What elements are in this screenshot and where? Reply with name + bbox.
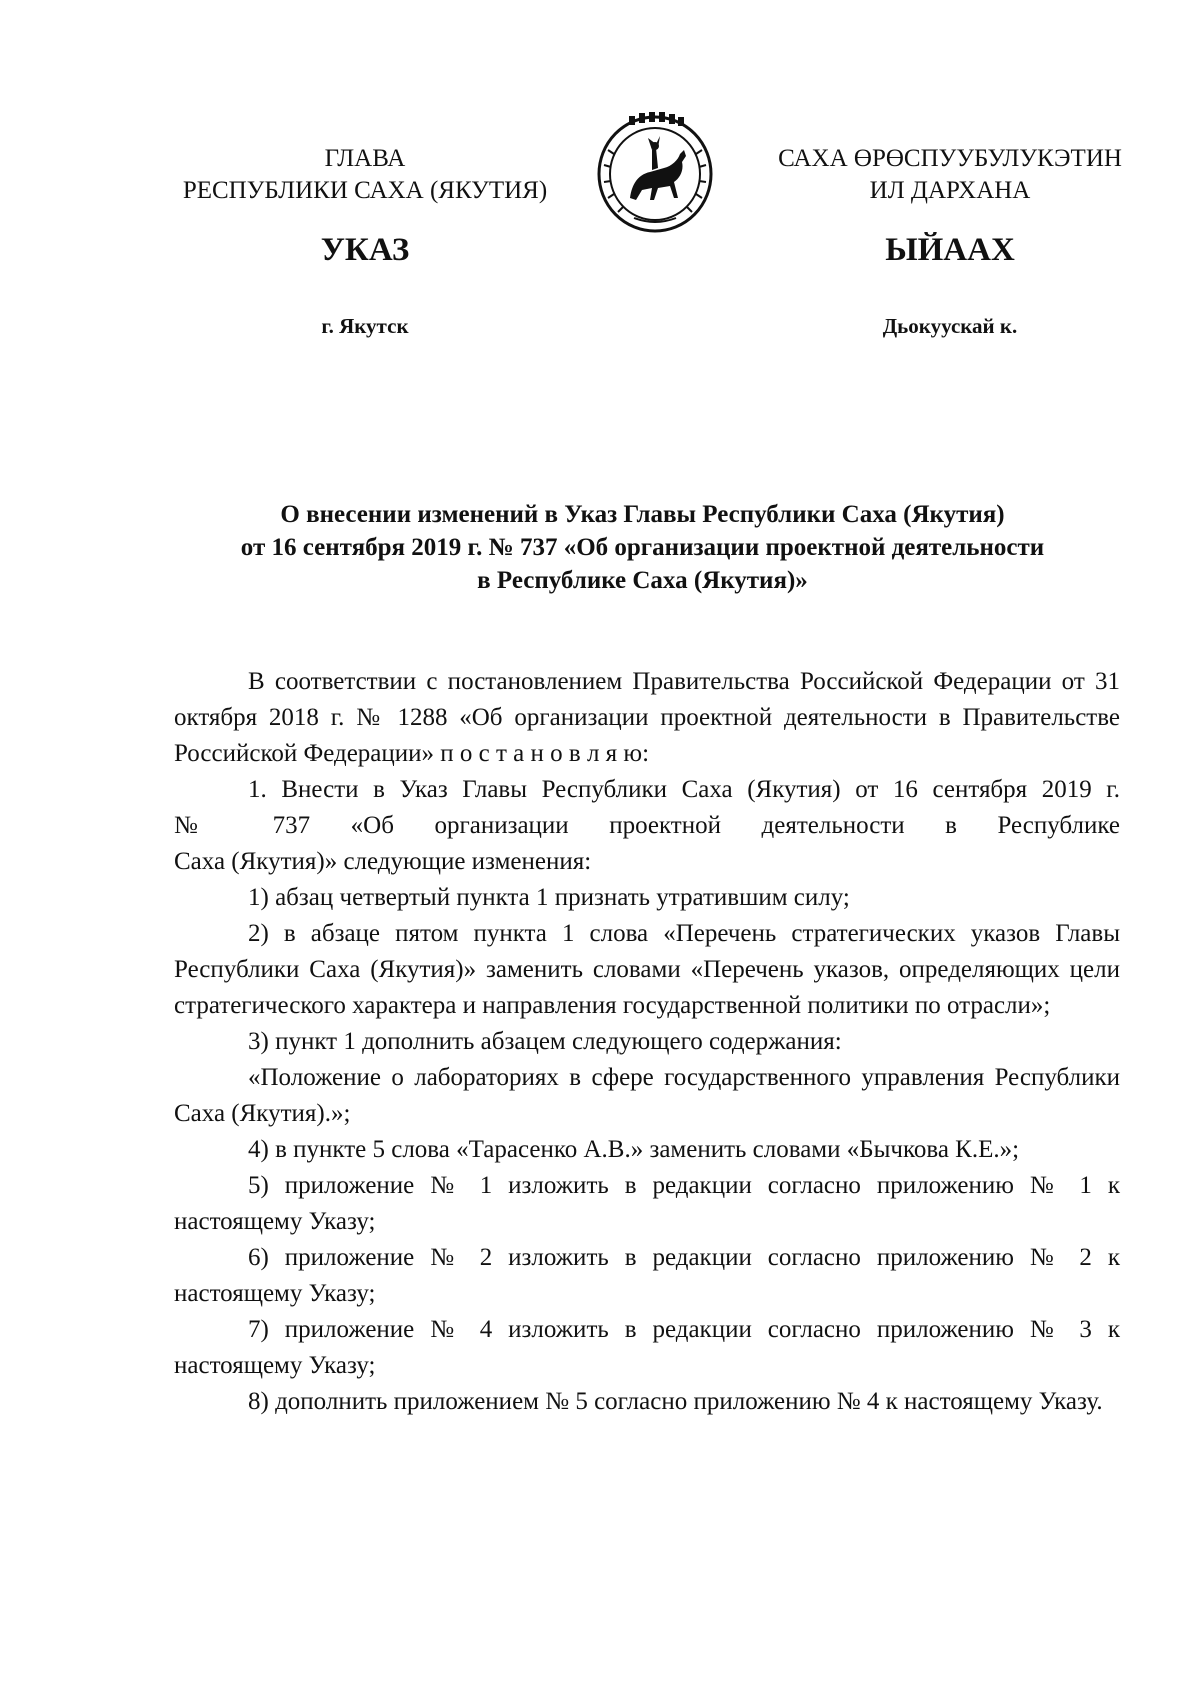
decree-title-sakha: ЫЙААХ <box>885 232 1015 268</box>
header-right-line1: САХА ӨРӨСПУУБУЛУКЭТИН <box>778 145 1122 172</box>
coat-of-arms-emblem-icon <box>594 110 716 234</box>
document-title-line2: от 16 сентября 2019 г. № 737 «Об организации проектной деятельности <box>240 534 1045 561</box>
document-title-line1: О внесении изменений в Указ Главы Республики Саха (Якутия) <box>280 501 1005 528</box>
item1-line1: 1. Внести в Указ Главы Республики Саха (Якутия) от 16 сентября 2019 г. <box>248 776 1120 803</box>
subitem-1: 1) абзац четвертый пункта 1 признать утратившим силу; <box>248 884 850 911</box>
header-right-line2: ИЛ ДАРХАНА <box>869 177 1031 204</box>
subitem-2: 2) в абзаце пятом пункта 1 слова «Перечень стратегических указов Главы Республики Саха (Якутия)» заменить словами «Перечень указов, определяющих цели стратегического характера и направления государственной политики по отрасли»; <box>174 920 1120 1019</box>
subitem-5: 5) приложение № 1 изложить в редакции согласно приложению № 1 к настоящему Указу; <box>174 1172 1120 1235</box>
city-sakha: Дьокуускай к. <box>882 314 1018 338</box>
item1-line2: № 737 «Об организации проектной деятельности в Республике <box>174 812 1120 839</box>
decree-title-ru: УКАЗ <box>320 232 410 268</box>
document-body <box>174 664 1120 1420</box>
subitem-7: 7) приложение № 4 изложить в редакции согласно приложению № 3 к настоящему Указу; <box>174 1316 1120 1379</box>
header-right-authority <box>745 143 1155 207</box>
document-title <box>170 498 1115 597</box>
header-left-line1: ГЛАВА <box>324 145 406 172</box>
preamble-paragraph <box>174 664 1120 772</box>
subitem-6: 6) приложение № 2 изложить в редакции согласно приложению № 2 к настоящему Указу; <box>174 1244 1120 1307</box>
subitem-3-quote: «Положение о лабораториях в сфере государственного управления Республики Саха (Якутия).»; <box>174 1064 1120 1127</box>
city-ru: г. Якутск <box>321 314 409 338</box>
header-left-authority <box>155 143 575 207</box>
subitem-8: 8) дополнить приложением № 5 согласно приложению № 4 к настоящему Указу. <box>248 1388 1103 1415</box>
subitem-3: 3) пункт 1 дополнить абзацем следующего содержания: <box>248 1028 842 1055</box>
preamble-text: В соответствии с постановлением Правительства Российской Федерации от 31 октября 2018 г. № 1288 «Об организации проектной деятельности в Правительстве Российской Федерации» <box>174 668 1120 767</box>
header-left-line2: РЕСПУБЛИКИ САХА (ЯКУТИЯ) <box>182 177 548 204</box>
preamble-decree-word: п о с т а н о в л я ю: <box>440 740 650 767</box>
document-title-line3: в Республике Саха (Якутия)» <box>477 567 808 594</box>
item1-line3: Саха (Якутия)» следующие изменения: <box>174 848 592 875</box>
subitem-4: 4) в пункте 5 слова «Тарасенко А.В.» заменить словами «Бычкова К.Е.»; <box>248 1136 1020 1163</box>
